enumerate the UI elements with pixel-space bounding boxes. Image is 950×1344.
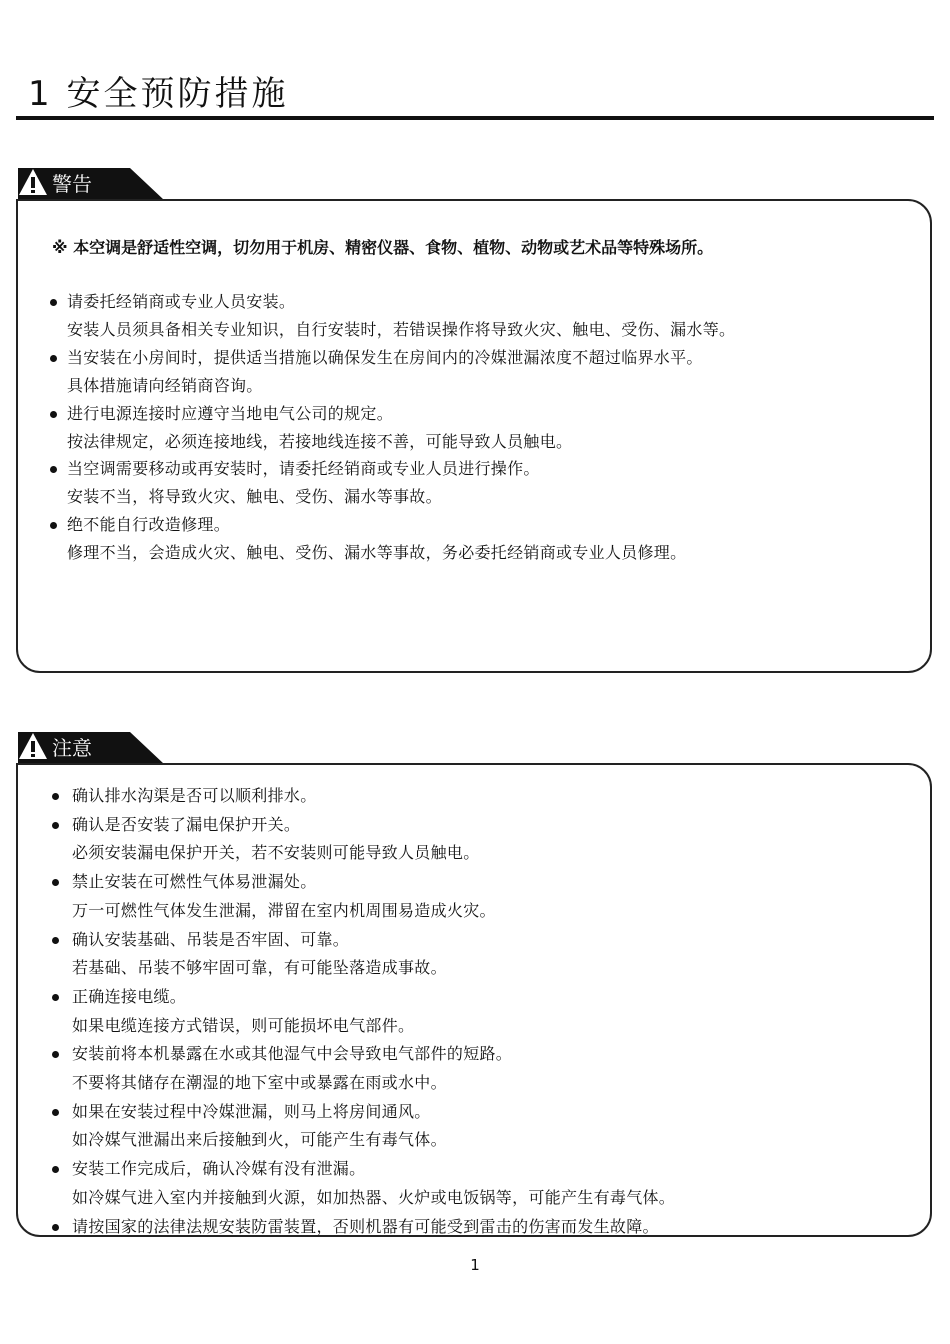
list-item-detail: 万一可燃性气体发生泄漏，滞留在室内机周围易造成火灾。 bbox=[72, 900, 496, 920]
list-item-detail: 如冷媒气进入室内并接触到火源，如加热器、火炉或电饭锅等，可能产生有毒气体。 bbox=[72, 1187, 676, 1207]
warning-tab bbox=[18, 168, 166, 200]
list-bullet bbox=[52, 937, 59, 944]
list-item-detail: 必须安装漏电保护开关，若不安装则可能导致人员触电。 bbox=[72, 843, 480, 863]
list-item-detail: 按法律规定，必须连接地线，若接地线连接不善，可能导致人员触电。 bbox=[67, 431, 573, 451]
list-item-detail: 如冷媒气泄漏出来后接触到火，可能产生有毒气体。 bbox=[72, 1130, 447, 1150]
list-item-main: 确认排水沟渠是否可以顺利排水。 bbox=[72, 786, 317, 805]
list-item-main: 绝不能自行改造修理。 bbox=[67, 515, 231, 535]
warning-label: 警告 bbox=[52, 172, 92, 196]
list-item-detail: 若基础、吊装不够牢固可靠，有可能坠落造成事故。 bbox=[72, 958, 447, 978]
list-item-main: 正确连接电缆。 bbox=[72, 986, 187, 1006]
list-item-main: 确认安装基础、吊装是否牢固、可靠。 bbox=[72, 929, 350, 949]
warning-triangle-icon bbox=[18, 168, 48, 196]
key-note: ※ 本空调是舒适性空调，切勿用于机房、精密仪器、食物、植物、动物或艺术品等特殊场所。 bbox=[52, 238, 714, 257]
list-item-main: 如果在安装过程中冷媒泄漏，则马上将房间通风。 bbox=[72, 1101, 431, 1121]
list-item-main: 当空调需要移动或再安装时，请委托经销商或专业人员进行操作。 bbox=[67, 459, 540, 479]
list-item-detail: 具体措施请向经销商咨询。 bbox=[67, 375, 263, 395]
list-item-main: 请按国家的法律法规安装防雷装置，否则机器有可能受到雷击的伤害而发生故障。 bbox=[72, 1216, 659, 1236]
list-bullet bbox=[50, 411, 57, 418]
list-item-main: 安装前将本机暴露在水或其他湿气中会导致电气部件的短路。 bbox=[72, 1044, 513, 1064]
list-bullet bbox=[52, 793, 59, 800]
warning-triangle-icon bbox=[18, 732, 48, 760]
caution-tab bbox=[18, 732, 166, 764]
list-item-main: 进行电源连接时应遵守当地电气公司的规定。 bbox=[67, 403, 394, 423]
page-title: 1 安全预防措施 bbox=[28, 74, 289, 114]
list-bullet bbox=[52, 1224, 59, 1231]
list-item-detail: 如果电缆连接方式错误，则可能损坏电气部件。 bbox=[72, 1015, 415, 1035]
list-item-detail: 安装不当，将导致火灾、触电、受伤、漏水等事故。 bbox=[67, 487, 442, 507]
list-item-detail: 不要将其储存在潮湿的地下室中或暴露在雨或水中。 bbox=[72, 1073, 447, 1092]
list-item-main: 禁止安装在可燃性气体易泄漏处。 bbox=[72, 872, 317, 892]
list-bullet bbox=[50, 299, 57, 306]
list-bullet bbox=[52, 822, 59, 829]
list-item-main: 当安装在小房间时，提供适当措施以确保发生在房间内的冷媒泄漏浓度不超过临界水平。 bbox=[67, 347, 703, 367]
list-bullet bbox=[52, 1109, 59, 1116]
page-number: 1 bbox=[470, 1256, 480, 1274]
list-bullet bbox=[52, 994, 59, 1001]
caution-label: 注意 bbox=[52, 736, 92, 760]
list-item-main: 确认是否安装了漏电保护开关。 bbox=[72, 814, 301, 834]
list-item-detail: 修理不当，会造成火灾、触电、受伤、漏水等事故，务必委托经销商或专业人员修理。 bbox=[67, 543, 687, 563]
list-item-detail: 安装人员须具备相关专业知识，自行安装时，若错误操作将导致火灾、触电、受伤、漏水等。 bbox=[67, 319, 736, 339]
title-divider bbox=[16, 116, 934, 120]
list-bullet bbox=[50, 355, 57, 362]
list-item-main: 安装工作完成后，确认冷媒有没有泄漏。 bbox=[72, 1159, 366, 1179]
list-item-main: 请委托经销商或专业人员安装。 bbox=[67, 292, 296, 311]
